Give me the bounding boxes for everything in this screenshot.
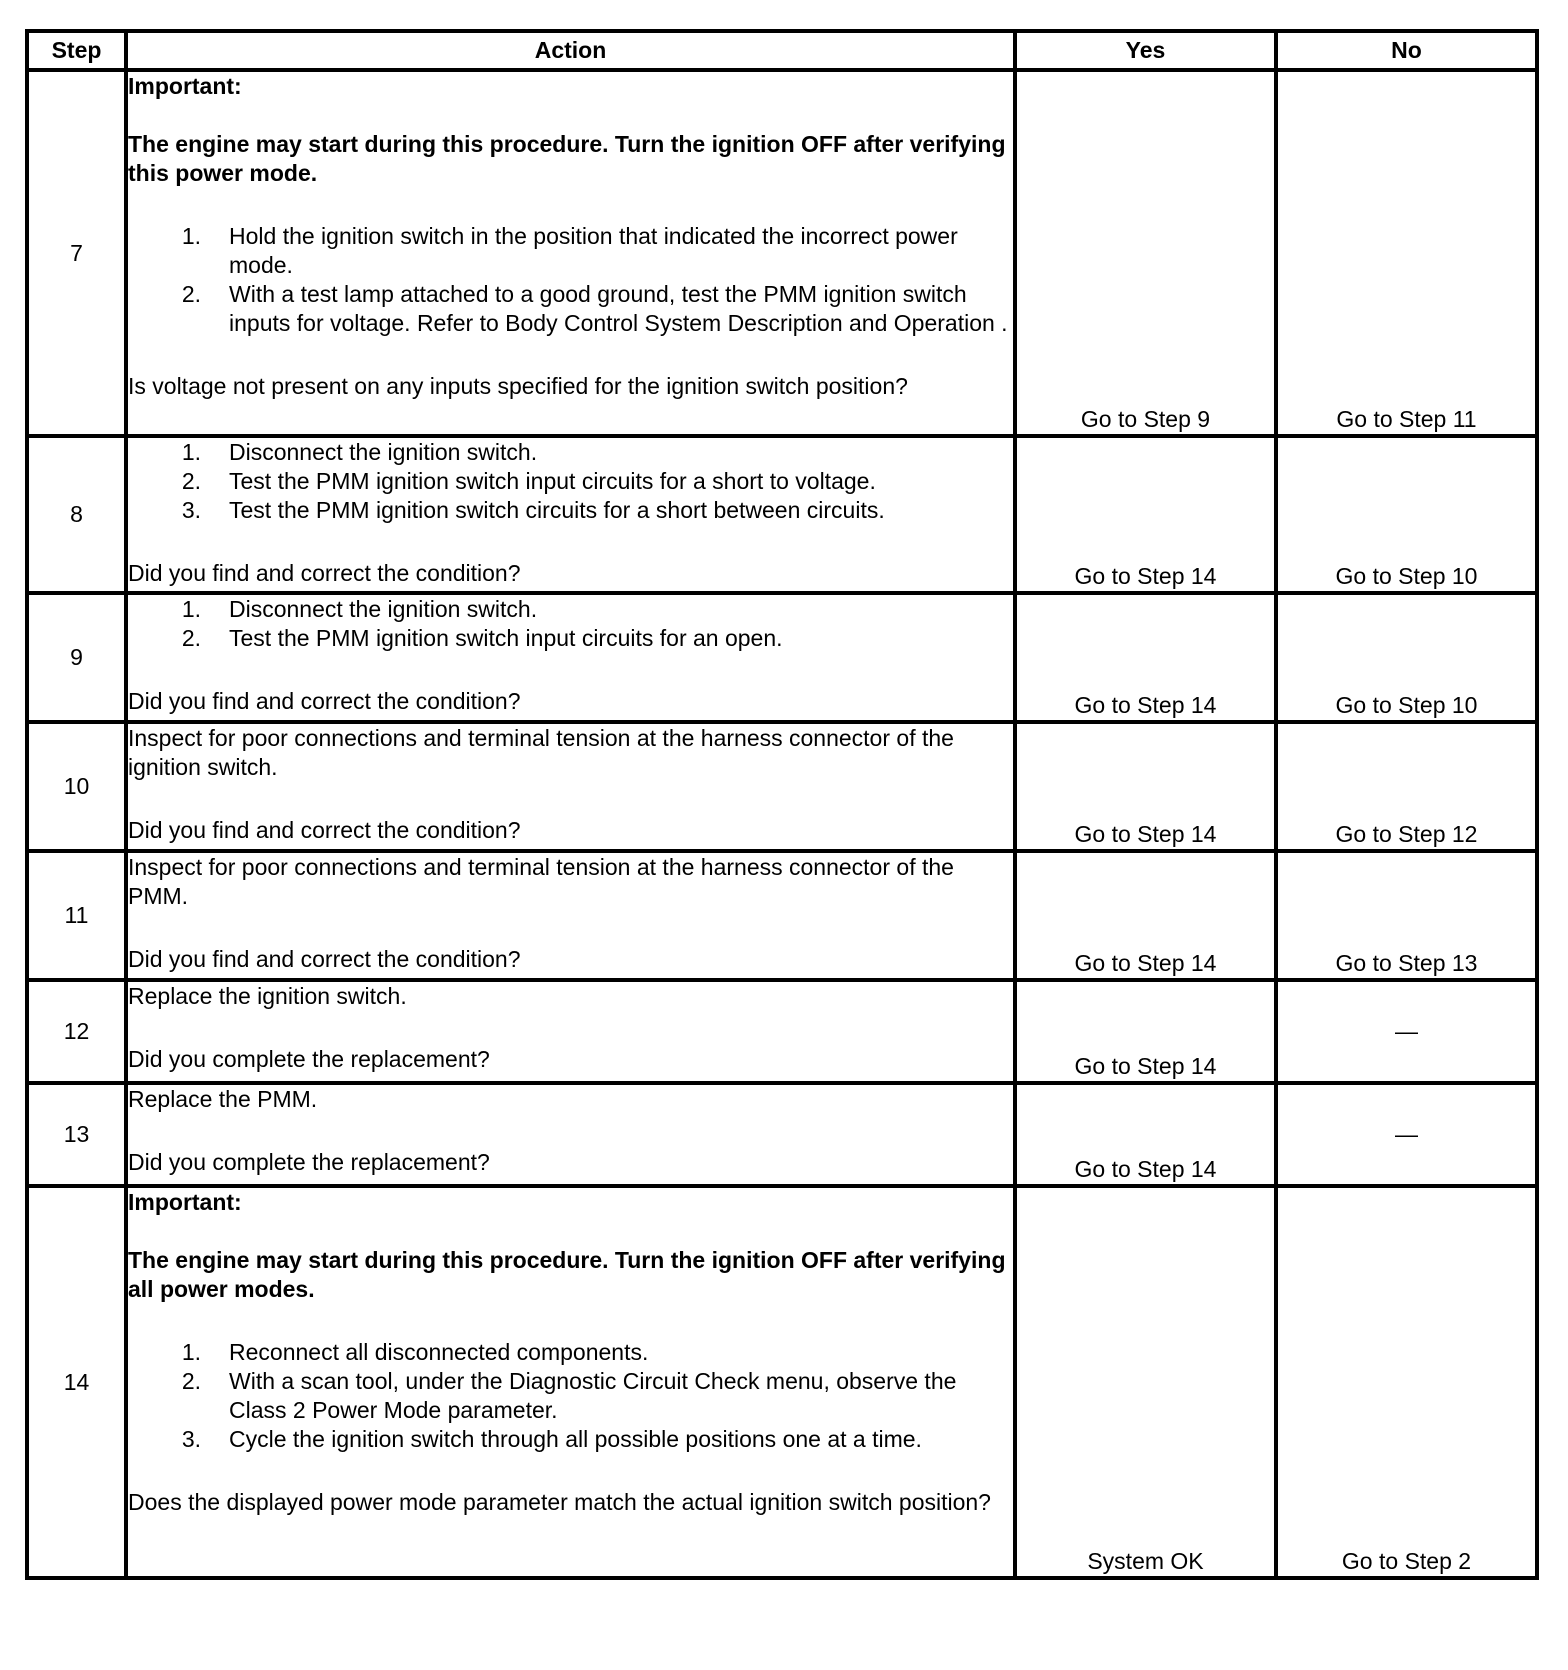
list-item — [128, 496, 1013, 525]
action-cell — [126, 722, 1015, 851]
yes-result: Go to Step 14 — [1015, 851, 1276, 980]
step-number: 12 — [27, 980, 126, 1083]
list-item-text: Disconnect the ignition switch. — [229, 596, 538, 622]
question-text: Did you find and correct the condition? — [128, 946, 521, 972]
table-row — [27, 722, 1537, 851]
action-text: Inspect for poor connections and terminal tension at the harness connector of the PMM. — [128, 854, 954, 909]
action-cell — [126, 1186, 1015, 1578]
header-yes: Yes — [1015, 31, 1276, 70]
important-label: Important: — [128, 73, 242, 99]
list-item-number: 3. — [181, 1426, 201, 1452]
step-number: 8 — [27, 436, 126, 593]
question-text: Did you complete the replacement? — [128, 1149, 490, 1175]
list-item — [128, 595, 1013, 624]
list-item-number: 1. — [181, 1339, 201, 1365]
list-item-number: 2. — [181, 281, 201, 307]
table-row — [27, 1083, 1537, 1186]
header-row — [27, 31, 1537, 70]
list-item-number: 2. — [181, 468, 201, 494]
action-cell — [126, 980, 1015, 1083]
list-item-text: Reconnect all disconnected components. — [229, 1339, 649, 1365]
table-row — [27, 70, 1537, 436]
question-text: Does the displayed power mode parameter match the actual ignition switch position? — [128, 1489, 991, 1515]
yes-result: Go to Step 14 — [1015, 722, 1276, 851]
no-result: Go to Step 2 — [1276, 1186, 1537, 1578]
list-item-text: Cycle the ignition switch through all possible positions one at a time. — [229, 1426, 922, 1452]
list-item — [128, 1367, 1013, 1425]
action-cell — [126, 70, 1015, 436]
list-item-text: Disconnect the ignition switch. — [229, 439, 538, 465]
no-result: Go to Step 10 — [1276, 436, 1537, 593]
procedure-list — [128, 438, 1013, 525]
important-label: Important: — [128, 1189, 242, 1215]
diagnostic-table — [25, 29, 1539, 1580]
header-step: Step — [27, 31, 126, 70]
important-text: The engine may start during this procedure. Turn the ignition OFF after verifying this power mode. — [128, 131, 1006, 186]
no-result: Go to Step 11 — [1276, 70, 1537, 436]
no-result: Go to Step 10 — [1276, 593, 1537, 722]
yes-result: Go to Step 9 — [1015, 70, 1276, 436]
question-text: Did you find and correct the condition? — [128, 560, 521, 586]
action-text: Replace the ignition switch. — [128, 983, 407, 1009]
list-item-number: 1. — [181, 596, 201, 622]
list-item-number: 3. — [181, 497, 201, 523]
action-text: Replace the PMM. — [128, 1086, 318, 1112]
header-action: Action — [126, 31, 1015, 70]
list-item-text: Hold the ignition switch in the position that indicated the incorrect power mode. — [229, 223, 958, 278]
yes-result: Go to Step 14 — [1015, 1083, 1276, 1186]
procedure-list — [128, 595, 1013, 653]
list-item — [128, 624, 1013, 653]
list-item — [128, 1338, 1013, 1367]
table-row — [27, 851, 1537, 980]
question-text: Did you complete the replacement? — [128, 1046, 490, 1072]
action-text: Inspect for poor connections and terminal tension at the harness connector of the ignition switch. — [128, 725, 954, 780]
list-item — [128, 280, 1013, 338]
action-cell — [126, 436, 1015, 593]
no-result: — — [1276, 1083, 1537, 1186]
action-cell — [126, 593, 1015, 722]
list-item-text: Test the PMM ignition switch input circuits for an open. — [229, 625, 783, 651]
question-text: Did you find and correct the condition? — [128, 817, 521, 843]
list-item — [128, 438, 1013, 467]
procedure-list — [128, 1338, 1013, 1454]
action-cell — [126, 1083, 1015, 1186]
table-row — [27, 980, 1537, 1083]
yes-result: System OK — [1015, 1186, 1276, 1578]
list-item-text: Test the PMM ignition switch circuits for a short between circuits. — [229, 497, 885, 523]
list-item — [128, 222, 1013, 280]
list-item-text: Test the PMM ignition switch input circuits for a short to voltage. — [229, 468, 876, 494]
list-item-number: 1. — [181, 223, 201, 249]
step-number: 14 — [27, 1186, 126, 1578]
step-number: 11 — [27, 851, 126, 980]
no-result: Go to Step 12 — [1276, 722, 1537, 851]
list-item-number: 2. — [181, 625, 201, 651]
list-item-number: 1. — [181, 439, 201, 465]
step-number: 13 — [27, 1083, 126, 1186]
list-item — [128, 467, 1013, 496]
list-item-number: 2. — [181, 1368, 201, 1394]
no-result: — — [1276, 980, 1537, 1083]
table-row — [27, 1186, 1537, 1578]
important-text: The engine may start during this procedure. Turn the ignition OFF after verifying all power modes. — [128, 1247, 1006, 1302]
question-text: Is voltage not present on any inputs specified for the ignition switch position? — [128, 373, 908, 399]
list-item-text: With a scan tool, under the Diagnostic Circuit Check menu, observe the Class 2 Power Mode parameter. — [229, 1368, 957, 1423]
question-text: Did you find and correct the condition? — [128, 688, 521, 714]
action-cell — [126, 851, 1015, 980]
table-row — [27, 436, 1537, 593]
table-row — [27, 593, 1537, 722]
list-item-text: With a test lamp attached to a good ground, test the PMM ignition switch inputs for voltage. Refer to Body Control System Description and Operation . — [229, 281, 1008, 336]
header-no: No — [1276, 31, 1537, 70]
step-number: 10 — [27, 722, 126, 851]
no-result: Go to Step 13 — [1276, 851, 1537, 980]
procedure-list — [128, 222, 1013, 338]
step-number: 9 — [27, 593, 126, 722]
yes-result: Go to Step 14 — [1015, 980, 1276, 1083]
yes-result: Go to Step 14 — [1015, 593, 1276, 722]
yes-result: Go to Step 14 — [1015, 436, 1276, 593]
list-item — [128, 1425, 1013, 1454]
step-number: 7 — [27, 70, 126, 436]
